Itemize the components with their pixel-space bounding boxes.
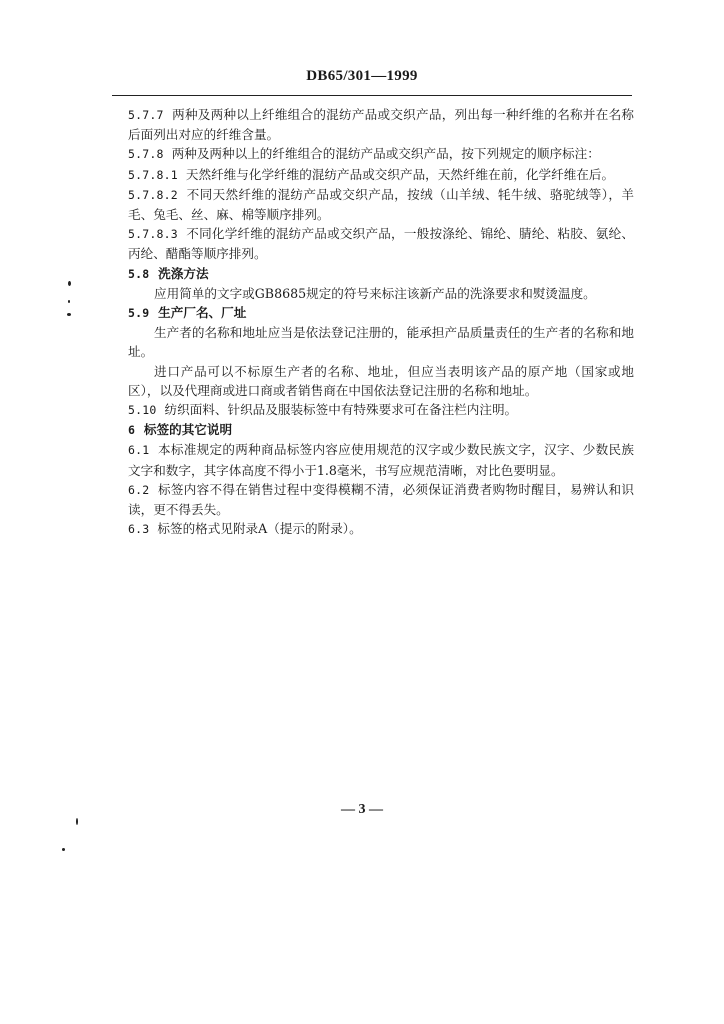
clause-text: 不同化学纤维的混纺产品或交织产品，一般按涤纶、锦纶、腈纶、粘胶、氨纶、丙纶、醋酯等顺序排列。 bbox=[128, 226, 634, 262]
clause-5-7-7 bbox=[128, 105, 634, 144]
clause-text: 不同天然纤维的混纺产品或交织产品，按绒（山羊绒、牦牛绒、骆驼绒等），羊毛、兔毛、丝、麻、棉等顺序排列。 bbox=[128, 186, 634, 223]
clause-number: 5.10 bbox=[128, 403, 157, 418]
clause-number: 5.7.8 bbox=[128, 147, 164, 162]
clause-text: 两种及两种以上纤维组合的混纺产品或交织产品，列出每一种纤维的名称并在名称后面列出对应的纤维含量。 bbox=[128, 107, 634, 143]
paragraph-washing: 应用简单的文字或GB8685规定的符号来标注该新产品的洗涤要求和熨烫温度。 bbox=[154, 285, 596, 301]
clause-number: 6.3 bbox=[128, 522, 150, 537]
header-rule bbox=[112, 95, 632, 96]
scan-speck bbox=[76, 818, 78, 825]
clause-5-7-8 bbox=[128, 144, 634, 164]
clause-number: 6.2 bbox=[128, 482, 150, 497]
clause-text: 天然纤维与化学纤维的混纺产品或交织产品，天然纤维在前，化学纤维在后。 bbox=[185, 166, 615, 182]
section-heading-5-8 bbox=[128, 264, 634, 284]
clause-text: 标签内容不得在销售过程中变得模糊不清，必须保证消费者购物时醒目，易辨认和识读，更不得丢失。 bbox=[128, 481, 635, 518]
scan-speck bbox=[68, 281, 71, 286]
clause-number: 5.9 bbox=[128, 306, 150, 321]
clause-text: 两种及两种以上的纤维组合的混纺产品或交织产品，按下列规定的顺序标注： bbox=[171, 146, 600, 162]
clause-number: 5.8 bbox=[128, 266, 150, 281]
section-heading-6 bbox=[128, 420, 634, 440]
section-heading-5-9 bbox=[128, 303, 634, 323]
paragraph-import: 进口产品可以不标原生产者的名称、地址，但应当表明该产品的原产地（国家或地区），以及代理商或进口商或者销售商在中国依法登记注册的名称和地址。 bbox=[128, 363, 634, 398]
clause-text: 纺织面料、针织品及服装标签中有特殊要求可在备注栏内注明。 bbox=[164, 402, 518, 418]
section-title: 标签的其它说明 bbox=[143, 422, 233, 438]
clause-number: 6 bbox=[128, 423, 136, 438]
section-title: 生产厂名、厂址 bbox=[158, 305, 247, 321]
clause-5-7-8-2 bbox=[128, 185, 634, 224]
clause-text: 标签的格式见附录A（提示的附录）。 bbox=[157, 521, 362, 537]
section-title: 洗涤方法 bbox=[158, 265, 209, 281]
clause-5-10 bbox=[128, 400, 634, 420]
clause-number: 5.7.8.1 bbox=[128, 167, 178, 182]
clause-6-3 bbox=[128, 519, 634, 539]
clause-5-7-8-1 bbox=[128, 165, 634, 185]
clause-5-7-8-3 bbox=[128, 224, 634, 263]
document-body bbox=[128, 105, 634, 539]
clause-6-1 bbox=[128, 440, 634, 479]
scan-speck bbox=[68, 300, 70, 303]
clause-6-2 bbox=[128, 480, 634, 519]
standard-code-header: DB65/301—1999 bbox=[306, 68, 418, 84]
clause-number: 5.7.7 bbox=[128, 108, 164, 122]
paragraph-producer: 生产者的名称和地址应当是依法登记注册的，能承担产品质量责任的生产者的名称和地址。 bbox=[128, 325, 634, 360]
clause-number: 5.7.8.3 bbox=[128, 227, 178, 242]
clause-number: 6.1 bbox=[128, 443, 150, 458]
page-number: — 3 — bbox=[341, 802, 383, 817]
clause-text: 本标准规定的两种商品标签内容应使用规范的汉字或少数民族文字，汉字、少数民族文字和数字，其字体高度不得小于1.8毫米，书写应规范清晰，对比色要明显。 bbox=[128, 442, 635, 478]
clause-number: 5.7.8.2 bbox=[128, 187, 178, 202]
scan-speck bbox=[62, 848, 65, 851]
scan-speck bbox=[67, 313, 71, 316]
